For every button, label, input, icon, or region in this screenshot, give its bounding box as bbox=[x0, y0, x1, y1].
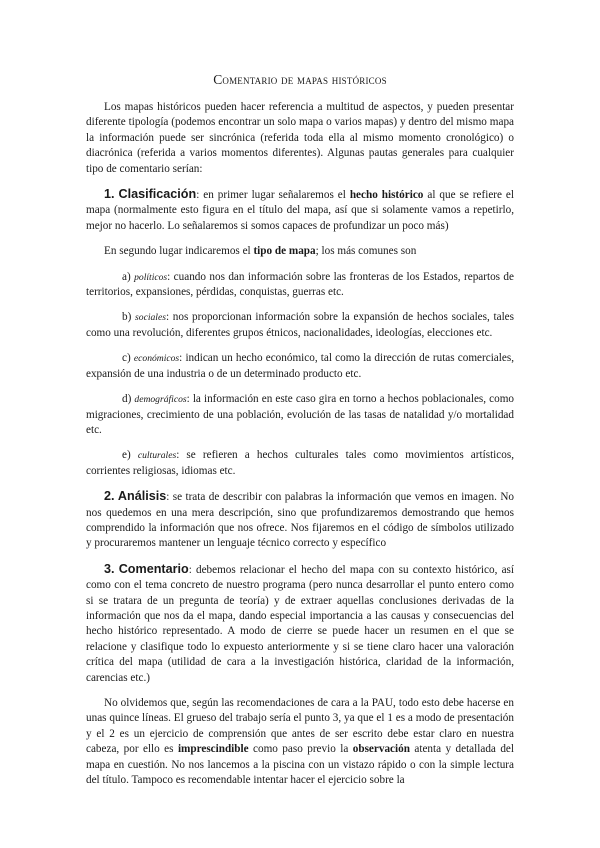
section-analisis bbox=[86, 489, 514, 552]
bold-term: observación bbox=[352, 743, 410, 756]
map-type-item bbox=[86, 270, 514, 301]
section-comentario bbox=[86, 562, 514, 686]
item-label: culturales bbox=[137, 450, 177, 462]
paragraph-text: como paso previo la bbox=[248, 743, 353, 756]
map-type-item bbox=[86, 351, 514, 382]
map-type-intro bbox=[86, 244, 514, 259]
map-type-item bbox=[86, 448, 514, 479]
section-number: 2. bbox=[104, 489, 115, 504]
item-letter: b) bbox=[122, 311, 132, 324]
paragraph-text: En segundo lugar indicaremos el bbox=[104, 245, 254, 258]
bold-term: imprescindible bbox=[177, 743, 249, 756]
section-number: 1. bbox=[104, 187, 115, 202]
item-letter: c) bbox=[122, 352, 131, 365]
map-type-item bbox=[86, 392, 514, 438]
document-body bbox=[86, 72, 514, 788]
paragraph-text: No olvidemos que, según las recomendaciones de cara a la PAU, todo esto debe hacerse en unas quince líneas. El grueso del trabajo sería el punto 3, ya que el 1 es a modo de presentación y el 2 es un ejercicio de comprensión que antes de ser escrito debe estar claro en nuestra cabeza, por ello es bbox=[86, 697, 514, 756]
paragraph-text: atenta y detallada del mapa en cuestión. No nos lancemos a la piscina con un vistazo rápido o con la simple lectura del título. Tampoco es recomendable intentar hacer el ejercicio sobre la bbox=[86, 743, 514, 787]
section-text: al que se refiere el mapa (normalmente esto figura en el título del mapa, así que si solamente vamos a repetirlo, mejor no hacerlo. Lo señalaremos si somos capaces de profundizar un poco más) bbox=[86, 189, 515, 232]
section-heading: Clasificación bbox=[118, 187, 197, 202]
paragraph-text: ; los más comunes son bbox=[315, 245, 417, 258]
section-text: : debemos relacionar el hecho del mapa con su contexto histórico, así como con el tema concreto de nuestro programa (pero nunca desarrollar el punto entero como si se tratara de un pregunta de teoría) y de extraer aquellas conclusiones derivadas de la información que nos da el mapa, dando especial importancia a las causas y consecuencias del hecho histórico representado. A modo de cierre se puede hacer un resumen en el que se relacione y clasifique todo lo expuesto anteriormente y si se tiene claro hacer una valoración crítica del mapa (utilidad de cara a la investigación histórica, claridad de la información, carencias etc.) bbox=[86, 563, 514, 684]
item-text: : la información en este caso gira en torno a hechos poblacionales, como migraciones, crecimiento de una población, evolución de las tasas de natalidad y/o mortalidad etc. bbox=[86, 393, 514, 436]
item-text: : indican un hecho económico, tal como la dirección de rutas comerciales, expansión de una industria o de un determinado producto etc. bbox=[86, 352, 515, 380]
map-type-item bbox=[86, 310, 514, 341]
item-text: : nos proporcionan información sobre la expansión de hechos sociales, tales como una revolución, diferentes grupos étnicos, nacionalidades, ideologías, elecciones etc. bbox=[86, 311, 515, 339]
closing-paragraph bbox=[86, 696, 514, 788]
intro-paragraph: Los mapas históricos pueden hacer referencia a multitud de aspectos, y pueden presentar diferente tipología (podemos encontrar un solo mapa o varios mapas) y dentro del mismo mapa la información puede ser sincrónica (referida toda ella al mismo momento cronológico) o diacrónica (referida a varios momentos diferentes). Algunas pautas generales para cualquier tipo de comentario serían: bbox=[86, 101, 514, 175]
item-label: políticos bbox=[134, 271, 168, 283]
bold-term: hecho histórico bbox=[349, 189, 424, 202]
section-text: : en primer lugar señalaremos el bbox=[196, 189, 350, 202]
item-text: : se refieren a hechos culturales tales como movimientos artísticos, corrientes religiosas, idiomas etc. bbox=[86, 449, 514, 477]
bold-term: tipo de mapa bbox=[253, 245, 316, 258]
item-label: demográficos bbox=[134, 394, 187, 406]
section-heading: Análisis bbox=[117, 489, 167, 504]
section-clasificacion bbox=[86, 187, 514, 234]
item-text: : cuando nos dan información sobre las fronteras de los Estados, repartos de territorios, expansiones, pérdidas, conquistas, guerras etc. bbox=[86, 270, 514, 299]
document-title: Comentario de mapas históricos bbox=[213, 72, 387, 87]
section-heading: Comentario bbox=[118, 561, 189, 576]
item-letter: e) bbox=[122, 449, 131, 462]
section-text: : se trata de describir con palabras la información que vemos en imagen. No nos quedemos en una mera descripción, sino que profundizaremos demostrando que hemos comprendido la información que nos ofrece. Nos fijaremos en el código de símbolos utilizado y procuraremos mantener un lenguaje técnico correcto y específico bbox=[86, 491, 514, 550]
item-label: económicos bbox=[133, 353, 180, 365]
item-label: sociales bbox=[135, 312, 166, 324]
item-letter: a) bbox=[122, 270, 131, 283]
section-number: 3. bbox=[104, 561, 115, 576]
item-letter: d) bbox=[122, 393, 132, 406]
